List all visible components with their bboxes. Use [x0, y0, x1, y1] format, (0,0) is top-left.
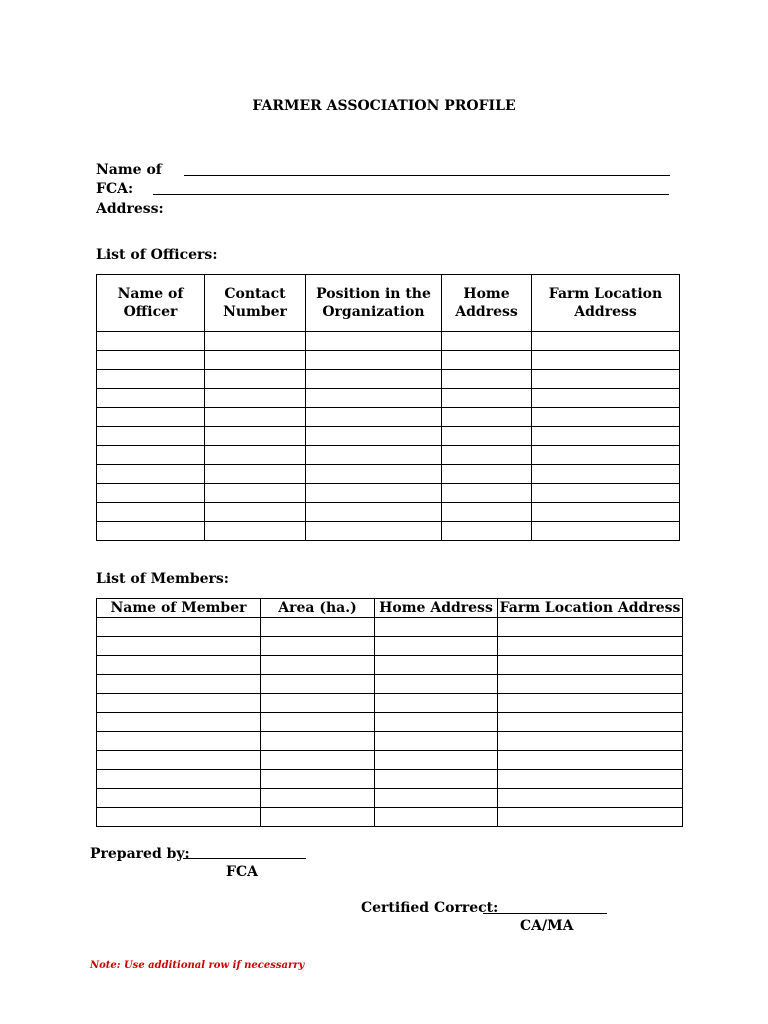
members-table-cell[interactable]: [261, 675, 375, 694]
members-table-row: [97, 713, 683, 732]
officers-table-cell[interactable]: [532, 522, 680, 541]
officers-table-row: [97, 465, 680, 484]
members-table-cell[interactable]: [261, 770, 375, 789]
officers-table-cell[interactable]: [442, 446, 532, 465]
officers-body: [97, 332, 680, 541]
officers-header-row: [97, 275, 680, 332]
officers-table-row: [97, 370, 680, 389]
members-header-row: [97, 599, 683, 618]
officers-table-cell[interactable]: [532, 484, 680, 503]
members-table-cell[interactable]: [97, 656, 261, 675]
officers-table-row: [97, 389, 680, 408]
prepared-by-label: Prepared by:: [90, 846, 190, 862]
members-table-cell[interactable]: [375, 618, 498, 637]
members-column-header: Area (ha.): [261, 599, 375, 618]
members-table-cell[interactable]: [498, 751, 683, 770]
officers-table-cell[interactable]: [442, 503, 532, 522]
officers-table-row: [97, 408, 680, 427]
officers-table-cell[interactable]: [97, 522, 205, 541]
page-title: FARMER ASSOCIATION PROFILE: [252, 98, 516, 114]
members-table-row: [97, 694, 683, 713]
officers-column-header: Home Address: [442, 275, 532, 332]
officers-table-cell[interactable]: [205, 370, 306, 389]
officers-table-cell[interactable]: [205, 408, 306, 427]
officers-table-cell[interactable]: [97, 465, 205, 484]
members-column-header: Home Address: [375, 599, 498, 618]
members-table-cell[interactable]: [97, 732, 261, 751]
officers-table-cell[interactable]: [97, 408, 205, 427]
members-heading: List of Members:: [96, 571, 229, 587]
officers-table-row: [97, 484, 680, 503]
officers-table-cell[interactable]: [97, 503, 205, 522]
members-table-row: [97, 656, 683, 675]
officers-column-header: Farm Location Address: [532, 275, 680, 332]
officers-table-cell[interactable]: [306, 503, 442, 522]
footer-note: Note: Use additional row if necessarry: [90, 960, 305, 971]
members-table-cell[interactable]: [261, 732, 375, 751]
members-table-cell[interactable]: [97, 751, 261, 770]
officers-table-row: [97, 503, 680, 522]
officers-table-cell[interactable]: [532, 446, 680, 465]
officers-table-row: [97, 522, 680, 541]
certified-correct-signature-field[interactable]: [483, 913, 607, 914]
officers-table-cell[interactable]: [442, 484, 532, 503]
members-table-cell[interactable]: [498, 808, 683, 827]
members-table-cell[interactable]: [375, 713, 498, 732]
members-table-cell[interactable]: [97, 808, 261, 827]
members-table-cell[interactable]: [498, 675, 683, 694]
certified-role: CA/MA: [520, 918, 574, 934]
officers-table-cell[interactable]: [97, 484, 205, 503]
members-table-cell[interactable]: [375, 789, 498, 808]
members-table-row: [97, 675, 683, 694]
members-table-cell[interactable]: [498, 694, 683, 713]
officers-table-cell[interactable]: [532, 332, 680, 351]
members-table-cell[interactable]: [261, 694, 375, 713]
members-table-cell[interactable]: [97, 770, 261, 789]
officers-column-header: Name of Officer: [97, 275, 205, 332]
officers-table-cell[interactable]: [306, 465, 442, 484]
officers-table-cell[interactable]: [205, 522, 306, 541]
officers-table-cell[interactable]: [532, 389, 680, 408]
members-table-cell[interactable]: [375, 694, 498, 713]
name-of-label: Name of: [96, 162, 162, 178]
officers-table-cell[interactable]: [306, 446, 442, 465]
members-table-cell[interactable]: [97, 713, 261, 732]
officers-table-cell[interactable]: [306, 427, 442, 446]
address-label: Address:: [96, 201, 164, 217]
officers-table-cell[interactable]: [306, 351, 442, 370]
officers-table-cell[interactable]: [532, 427, 680, 446]
certified-correct-label: Certified Correct:: [361, 900, 499, 916]
members-table-row: [97, 789, 683, 808]
officers-table-cell[interactable]: [306, 332, 442, 351]
members-table: [96, 598, 683, 827]
officers-table-cell[interactable]: [306, 522, 442, 541]
officers-table-cell[interactable]: [442, 370, 532, 389]
officers-table-cell[interactable]: [97, 427, 205, 446]
officers-table-cell[interactable]: [205, 465, 306, 484]
members-table-cell[interactable]: [261, 656, 375, 675]
fca-label: FCA:: [96, 181, 134, 197]
officers-table-row: [97, 427, 680, 446]
officers-table-cell[interactable]: [442, 389, 532, 408]
officers-table-cell[interactable]: [442, 408, 532, 427]
officers-table-cell[interactable]: [532, 408, 680, 427]
members-table-cell[interactable]: [375, 808, 498, 827]
members-table-row: [97, 770, 683, 789]
members-table-cell[interactable]: [498, 713, 683, 732]
officers-table-cell[interactable]: [442, 465, 532, 484]
members-table-row: [97, 618, 683, 637]
name-of-fca-field[interactable]: [184, 175, 670, 176]
members-table-row: [97, 751, 683, 770]
prepared-by-signature-field[interactable]: [183, 858, 306, 859]
members-table-cell[interactable]: [375, 675, 498, 694]
officers-table-cell[interactable]: [97, 446, 205, 465]
members-table-cell[interactable]: [498, 732, 683, 751]
members-table-cell[interactable]: [261, 713, 375, 732]
members-table-cell[interactable]: [498, 770, 683, 789]
officers-table-cell[interactable]: [205, 351, 306, 370]
officers-table-cell[interactable]: [97, 370, 205, 389]
officers-table-cell[interactable]: [97, 332, 205, 351]
members-table-cell[interactable]: [498, 656, 683, 675]
officers-table-cell[interactable]: [306, 389, 442, 408]
officers-table-cell[interactable]: [205, 503, 306, 522]
members-table-cell[interactable]: [261, 637, 375, 656]
members-table-row: [97, 808, 683, 827]
officers-table-row: [97, 446, 680, 465]
members-table-cell[interactable]: [375, 637, 498, 656]
members-table-cell[interactable]: [375, 656, 498, 675]
members-table-cell[interactable]: [498, 637, 683, 656]
officers-table-cell[interactable]: [532, 503, 680, 522]
members-table-cell[interactable]: [498, 789, 683, 808]
officers-table-cell[interactable]: [205, 446, 306, 465]
officers-table-cell[interactable]: [442, 332, 532, 351]
officers-table-cell[interactable]: [97, 351, 205, 370]
members-table-cell[interactable]: [97, 789, 261, 808]
officers-table-cell[interactable]: [306, 408, 442, 427]
members-table-cell[interactable]: [97, 637, 261, 656]
members-table-row: [97, 732, 683, 751]
officers-column-header: Position in the Organization: [306, 275, 442, 332]
members-table-cell[interactable]: [97, 675, 261, 694]
officers-table-cell[interactable]: [532, 370, 680, 389]
officers-table-cell[interactable]: [97, 389, 205, 408]
officers-table-cell[interactable]: [532, 465, 680, 484]
officers-table-cell[interactable]: [442, 427, 532, 446]
members-table-cell[interactable]: [375, 751, 498, 770]
members-table-cell[interactable]: [261, 789, 375, 808]
officers-table-cell[interactable]: [205, 332, 306, 351]
members-column-header: Name of Member: [97, 599, 261, 618]
officers-table: [96, 274, 680, 541]
officers-table-cell[interactable]: [442, 351, 532, 370]
members-table-cell[interactable]: [498, 618, 683, 637]
officers-table-cell[interactable]: [205, 484, 306, 503]
officers-table-row: [97, 351, 680, 370]
officers-table-cell[interactable]: [532, 351, 680, 370]
members-column-header: Farm Location Address: [498, 599, 683, 618]
members-table-row: [97, 637, 683, 656]
address-field[interactable]: [153, 194, 669, 195]
members-table-cell[interactable]: [261, 808, 375, 827]
members-table-cell[interactable]: [97, 618, 261, 637]
officers-table-cell[interactable]: [205, 389, 306, 408]
officers-table-cell[interactable]: [205, 427, 306, 446]
officers-table-row: [97, 332, 680, 351]
members-table-cell[interactable]: [261, 618, 375, 637]
members-table-cell[interactable]: [97, 694, 261, 713]
members-table-cell[interactable]: [375, 732, 498, 751]
officers-column-header: Contact Number: [205, 275, 306, 332]
officers-heading: List of Officers:: [96, 247, 218, 263]
prepared-by-role: FCA: [226, 864, 258, 880]
officers-table-cell[interactable]: [442, 522, 532, 541]
officers-table-cell[interactable]: [306, 370, 442, 389]
members-table-cell[interactable]: [261, 751, 375, 770]
members-table-cell[interactable]: [375, 770, 498, 789]
officers-table-cell[interactable]: [306, 484, 442, 503]
members-body: [97, 618, 683, 827]
